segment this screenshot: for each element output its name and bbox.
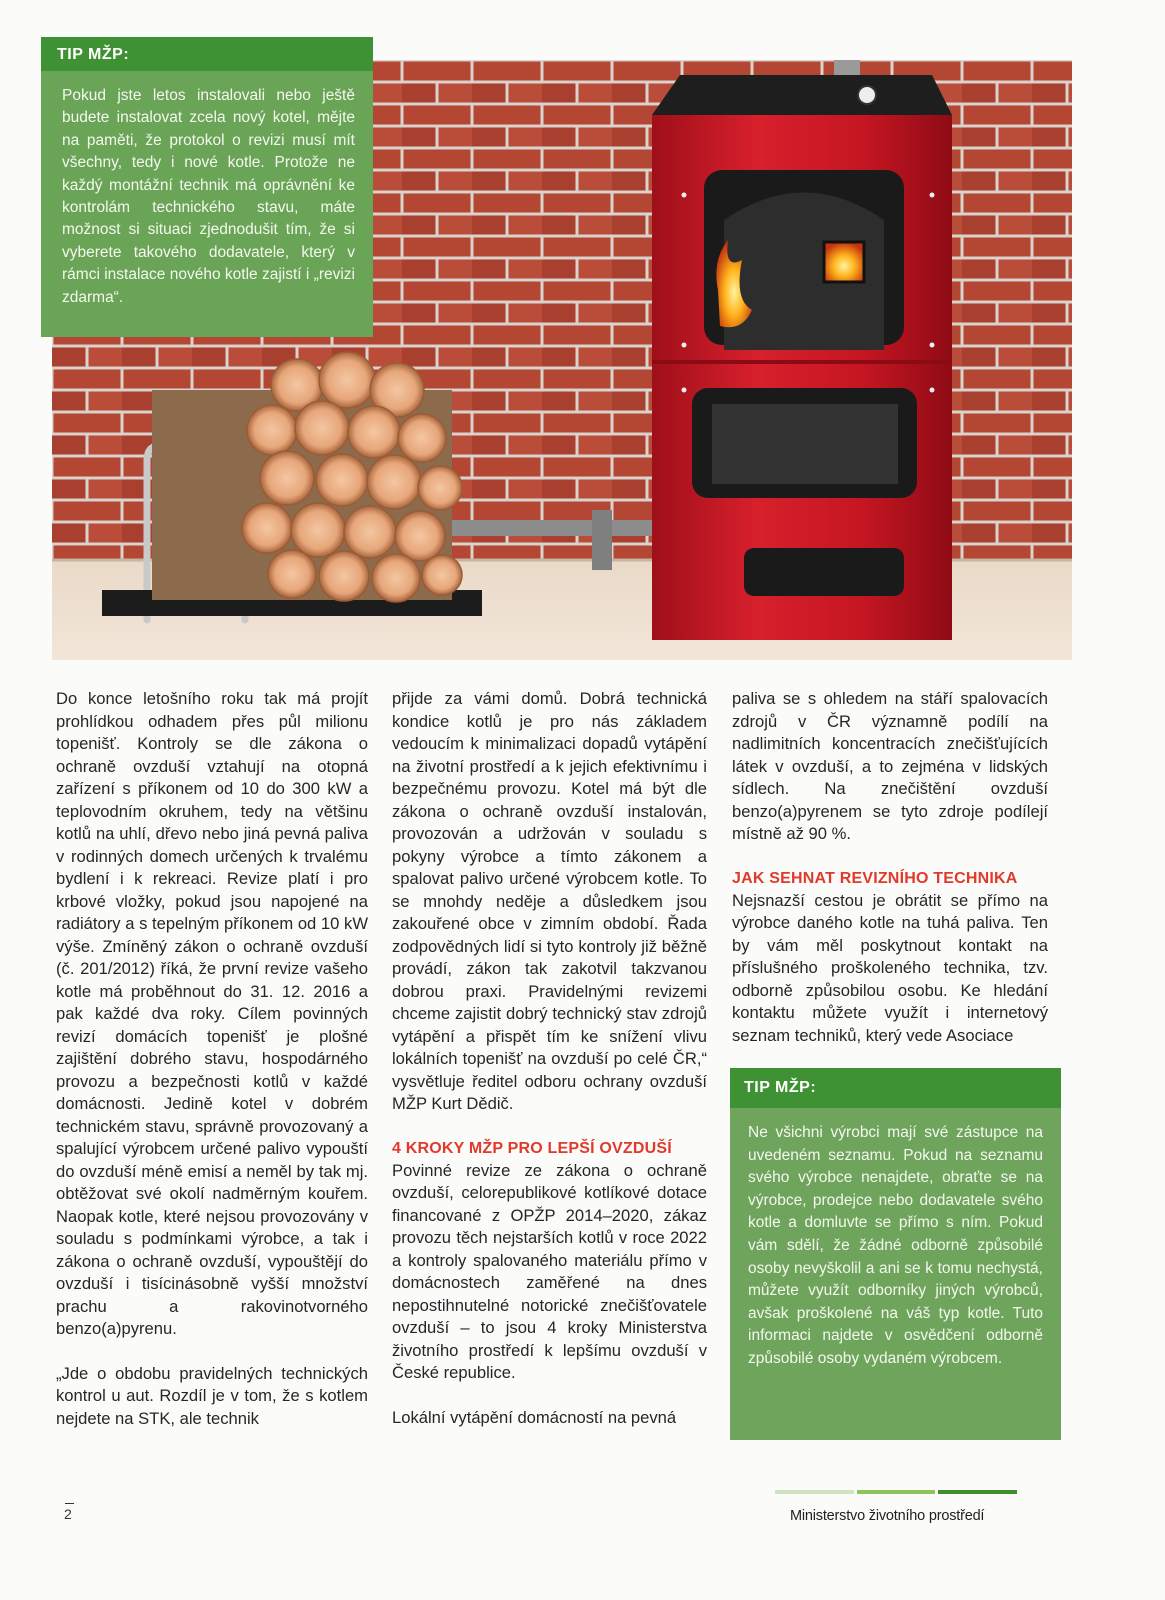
col2-paragraph-3: Lokální vytápění domácností na pevná <box>392 1407 677 1427</box>
section-heading-revizni-technik: JAK SEHNAT REVIZNÍHO TECHNIKA <box>732 869 1018 887</box>
page-number <box>64 1503 74 1522</box>
tip-box-top <box>41 37 373 337</box>
page-number-rule <box>65 1503 74 1504</box>
col2-paragraph-1: přijde za vámi domů. Dobrá technická kondice kotlů je pro nás základem vedoucím k minimalizaci dopadů vytápění na životní prostředí a k jejich efektivnímu i bezpečnému provozu. Kotel má být dle zákona o ochraně ovzduší instalován, provozován a udržován v souladu s pokyny výrobce a tímto zákonem a spalovat palivo určené výrobcem kotle. To se mnohdy neděje a důsledkem jsou zakouřené obce v zimním období. Řada zodpovědných lidí si tyto kontroly již běžně provádí, zákon tak zakotvil takzvanou dobrou praxi. Pravidelnými revizemi chceme zajistit dobrý technický stav zdrojů vytápění a přispět tím ke snížení vlivu lokálních topenišť na ovzduší po celé ČR,“ vysvětluje ředitel odboru ochrany ovzduší MŽP Kurt Dědič. <box>392 689 707 1113</box>
article-column-3 <box>732 688 1048 1047</box>
footer-color-bars <box>775 1490 1017 1494</box>
col3-paragraph-1: paliva se s ohledem na stáří spalovacích zdrojů v ČR významně podílí na nadlimitních koncentracích znečišťujících látek v ovzduší, a to zejména v lidských sídlech. Na znečištění ovzduší benzo(a)pyrenem se tyto zdroje podílejí místně až 90 %. <box>732 689 1048 843</box>
ministry-name: Ministerstvo životního prostředí <box>790 1508 985 1524</box>
col3-paragraph-2: Nejsnazší cestou je obrátit se přímo na výrobce daného kotle na tuhá paliva. Ten by vám měl poskytnout kontakt na příslušného proškoleného technika, tzv. odborně způsobilou osobu. Ke hledání kontaktu můžete využít i internetový seznam techniků, který vede Asociace <box>732 890 1048 1045</box>
col2-paragraph-2: Povinné revize ze zákona o ochraně ovzduší, celorepublikové kotlíkové dotace financované z OPŽP 2014–2020, zákaz provozu těch nejstarších kotlů v roce 2022 a kontroly spalovaného materiálu přímo v domácnostech zaměřené na dnes nepostihnutelné notorické znečišťovatele ovzduší – to jsou 4 kroky Ministerstva životního prostředí k lepšímu ovzduší v České republice. <box>392 1160 707 1382</box>
page-number-text: 2 <box>64 1506 72 1522</box>
article-column-1 <box>56 688 368 1430</box>
section-heading-4-kroky: 4 KROKY MŽP PRO LEPŠÍ OVZDUŠÍ <box>392 1139 672 1157</box>
tip-box-bottom-text: Ne všichni výrobci mají své zástupce na uvedeném seznamu. Pokud na seznamu svého výrobce nenajdete, obraťte se na výrobce, prodejce nebo dodavatele svého kotle a domluvte se přímo s ním. Pokud vám sdělí, že žádné odborně způsobilé osoby nevyškolil a ani se k tomu nechystá, můžete využít odborníky jiných výrobců, avšak proškolené na váš typ kotle. Tuto informaci najdete v osvědčení odborně způsobilé osoby vydaném výrobcem. <box>748 1124 1043 1367</box>
tip-box-top-title: TIP MŽP: <box>41 37 373 71</box>
article-column-2 <box>392 688 707 1429</box>
col1-paragraph-1: Do konce letošního roku tak má projít prohlídkou odhadem přes půl milionu topenišť. Kontroly se dle zákona o ochraně ovzduší vztahují na otopná zařízení s příkonem od 10 do 300 kW a teplovodním okruhem, tedy na většinu kotlů na uhlí, dřevo nebo jiná pevná paliva v rodinných domech určených k trvalému bydlení i k rekreaci. Revize platí i pro krbové vložky, pokud jsou napojené na radiátory a s tepelným příkonem od 10 kW výše. Zmíněný zákon o ochraně ovzduší (č. 201/2012) říká, že první revize vašeho kotle má proběhnout do 31. 12. 2016 a pak každé dva roky. Cílem povinných revizí domácích topenišť je plošné zajištění dobrého stavu, hospodárného provozu a bezpečnosti kotlů v každé domácnosti. Jedině kotel v dobrém technickém stavu, správně provozovaný a spalující výrobcem určené palivo vypouští do ovzduší méně emisí a neměl by tak mj. obtěžovat své okolí nadměrným kouřem. Naopak kotle, které nejsou provozovány v souladu s podmínkami výrobce, a tak i zákona o ochraně ovzduší, vypouštějí do ovzduší i tisícinásobně vyšší množství prachu a rakovinotvorného benzo(a)pyrenu. <box>56 689 368 1338</box>
footer-bar-mid <box>857 1490 936 1494</box>
col1-paragraph-2: „Jde o obdobu pravidelných technických kontrol u aut. Rozdíl je v tom, že s kotlem nejdete na STK, ale technik <box>56 1363 368 1428</box>
tip-box-top-text: Pokud jste letos instalovali nebo ještě budete instalovat zcela nový kotel, mějte na paměti, že protokol o revizi musí mít všechny, tedy i nové kotle. Protože ne každý montážní technik má oprávnění ke kontrolám technického stavu, máte možnost si situaci zjednodušit tím, že si vyberete takového dodavatele, který v rámci instalace nového kotle zajistí i „revizi zdarma“. <box>62 87 355 306</box>
tip-box-bottom <box>730 1068 1061 1440</box>
footer-bar-light <box>775 1490 854 1494</box>
tip-box-bottom-title: TIP MŽP: <box>730 1068 1061 1108</box>
footer-bar-dark <box>938 1490 1017 1494</box>
